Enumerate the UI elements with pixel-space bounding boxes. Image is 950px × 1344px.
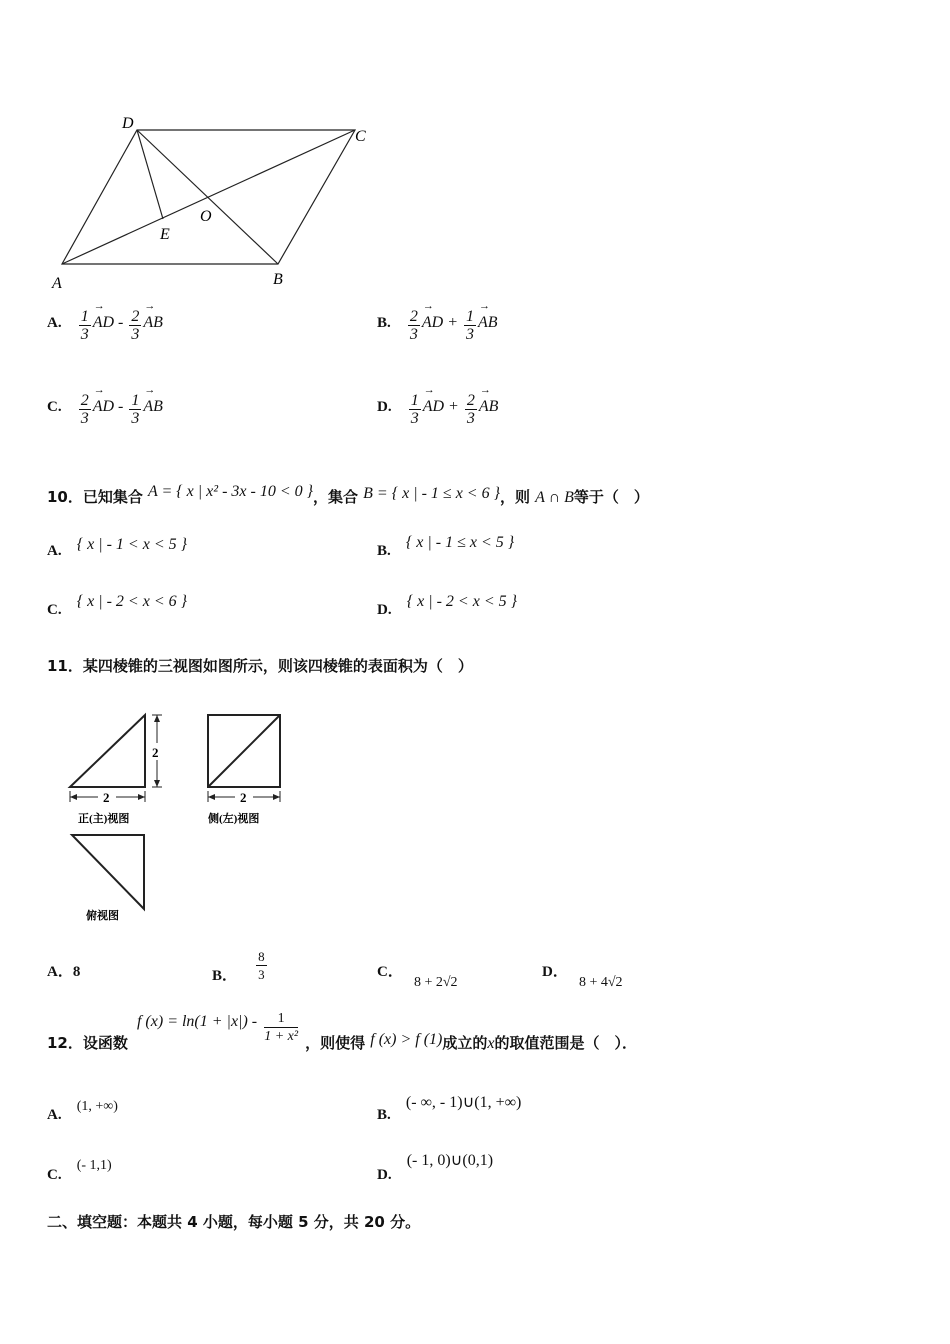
label-o: O: [200, 208, 212, 225]
q9-option-b[interactable]: B. $\frac{2}{3}$ → AD + $\frac{1}{3}$ → AB: [377, 308, 498, 343]
q12-option-a[interactable]: A. (1, +∞): [47, 1099, 118, 1123]
front-view-caption: 正(主)视图: [78, 813, 130, 825]
three-view-figure: [60, 705, 300, 930]
label-a: A: [52, 275, 62, 292]
side-view-diagonal: [208, 715, 280, 787]
top-view-caption: 俯视图: [86, 910, 119, 922]
q11-option-c[interactable]: C． 8 + 2√2: [377, 964, 458, 990]
label-c: C: [355, 128, 366, 145]
front-width-label: 2: [103, 790, 110, 805]
diagonal-bd: [137, 130, 278, 264]
q12-option-c[interactable]: C. (- 1,1): [47, 1158, 112, 1183]
q12-option-d[interactable]: D. (- 1, 0)∪(0,1): [377, 1152, 494, 1183]
side-view-caption: 侧(左)视图: [208, 813, 260, 825]
side-width-label: 2: [240, 790, 247, 805]
q9-option-d[interactable]: D. $\frac{1}{3}$ → AD + $\frac{2}{3}$ → AB: [377, 392, 498, 427]
q11-option-b[interactable]: B． $\frac{8}{3}$: [212, 949, 265, 984]
label-e: E: [160, 226, 170, 243]
q11-stem: 11．某四棱锥的三视图如图所示，则该四棱锥的表面积为（ ）: [47, 657, 473, 675]
front-view-triangle: [70, 715, 145, 787]
q11-option-d[interactable]: D． 8 + 4√2: [542, 964, 623, 990]
q9-option-c[interactable]: C. $\frac{2}{3}$ → AD - $\frac{1}{3}$ → AB: [47, 392, 163, 427]
section-title: 二、填空题：本题共 4 小题，每小题 5 分，共 20 分。: [47, 1213, 421, 1231]
q9-option-a[interactable]: A. $\frac{1}{3}$ → AD - $\frac{2}{3}$ → AB: [47, 308, 163, 343]
q10-option-b[interactable]: B. { x | - 1 ≤ x < 5 }: [377, 534, 515, 559]
q11-option-a[interactable]: A．8: [47, 964, 81, 980]
front-height-label: 2: [152, 745, 159, 760]
label-d: D: [122, 115, 134, 132]
parallelogram-figure: [40, 108, 380, 293]
q10-option-c[interactable]: C. { x | - 2 < x < 6 }: [47, 593, 188, 618]
q10-stem: 10．已知集合 A = { x | x² - 3x - 10 < 0 }，集合 B = { x | - 1 ≤ x < 6 }，则 A ∩ B等于（ ）: [47, 483, 649, 506]
label-b: B: [273, 271, 283, 288]
q10-option-a[interactable]: A. { x | - 1 < x < 5 }: [47, 536, 188, 559]
q12-option-b[interactable]: B. (- ∞, - 1)∪(1, +∞): [377, 1094, 522, 1123]
top-view-triangle: [72, 835, 144, 909]
segment-de: [137, 130, 163, 219]
q12-stem: 12．设函数 f (x) = ln(1 + |x|) - $\frac{1}{\text{1 + x²}}$ ，则使得 f (x) > f (1)成立的x的取值范围是（ ）．: [47, 1011, 638, 1052]
q10-option-d[interactable]: D. { x | - 2 < x < 5 }: [377, 593, 518, 618]
diagonal-ac: [62, 130, 355, 264]
